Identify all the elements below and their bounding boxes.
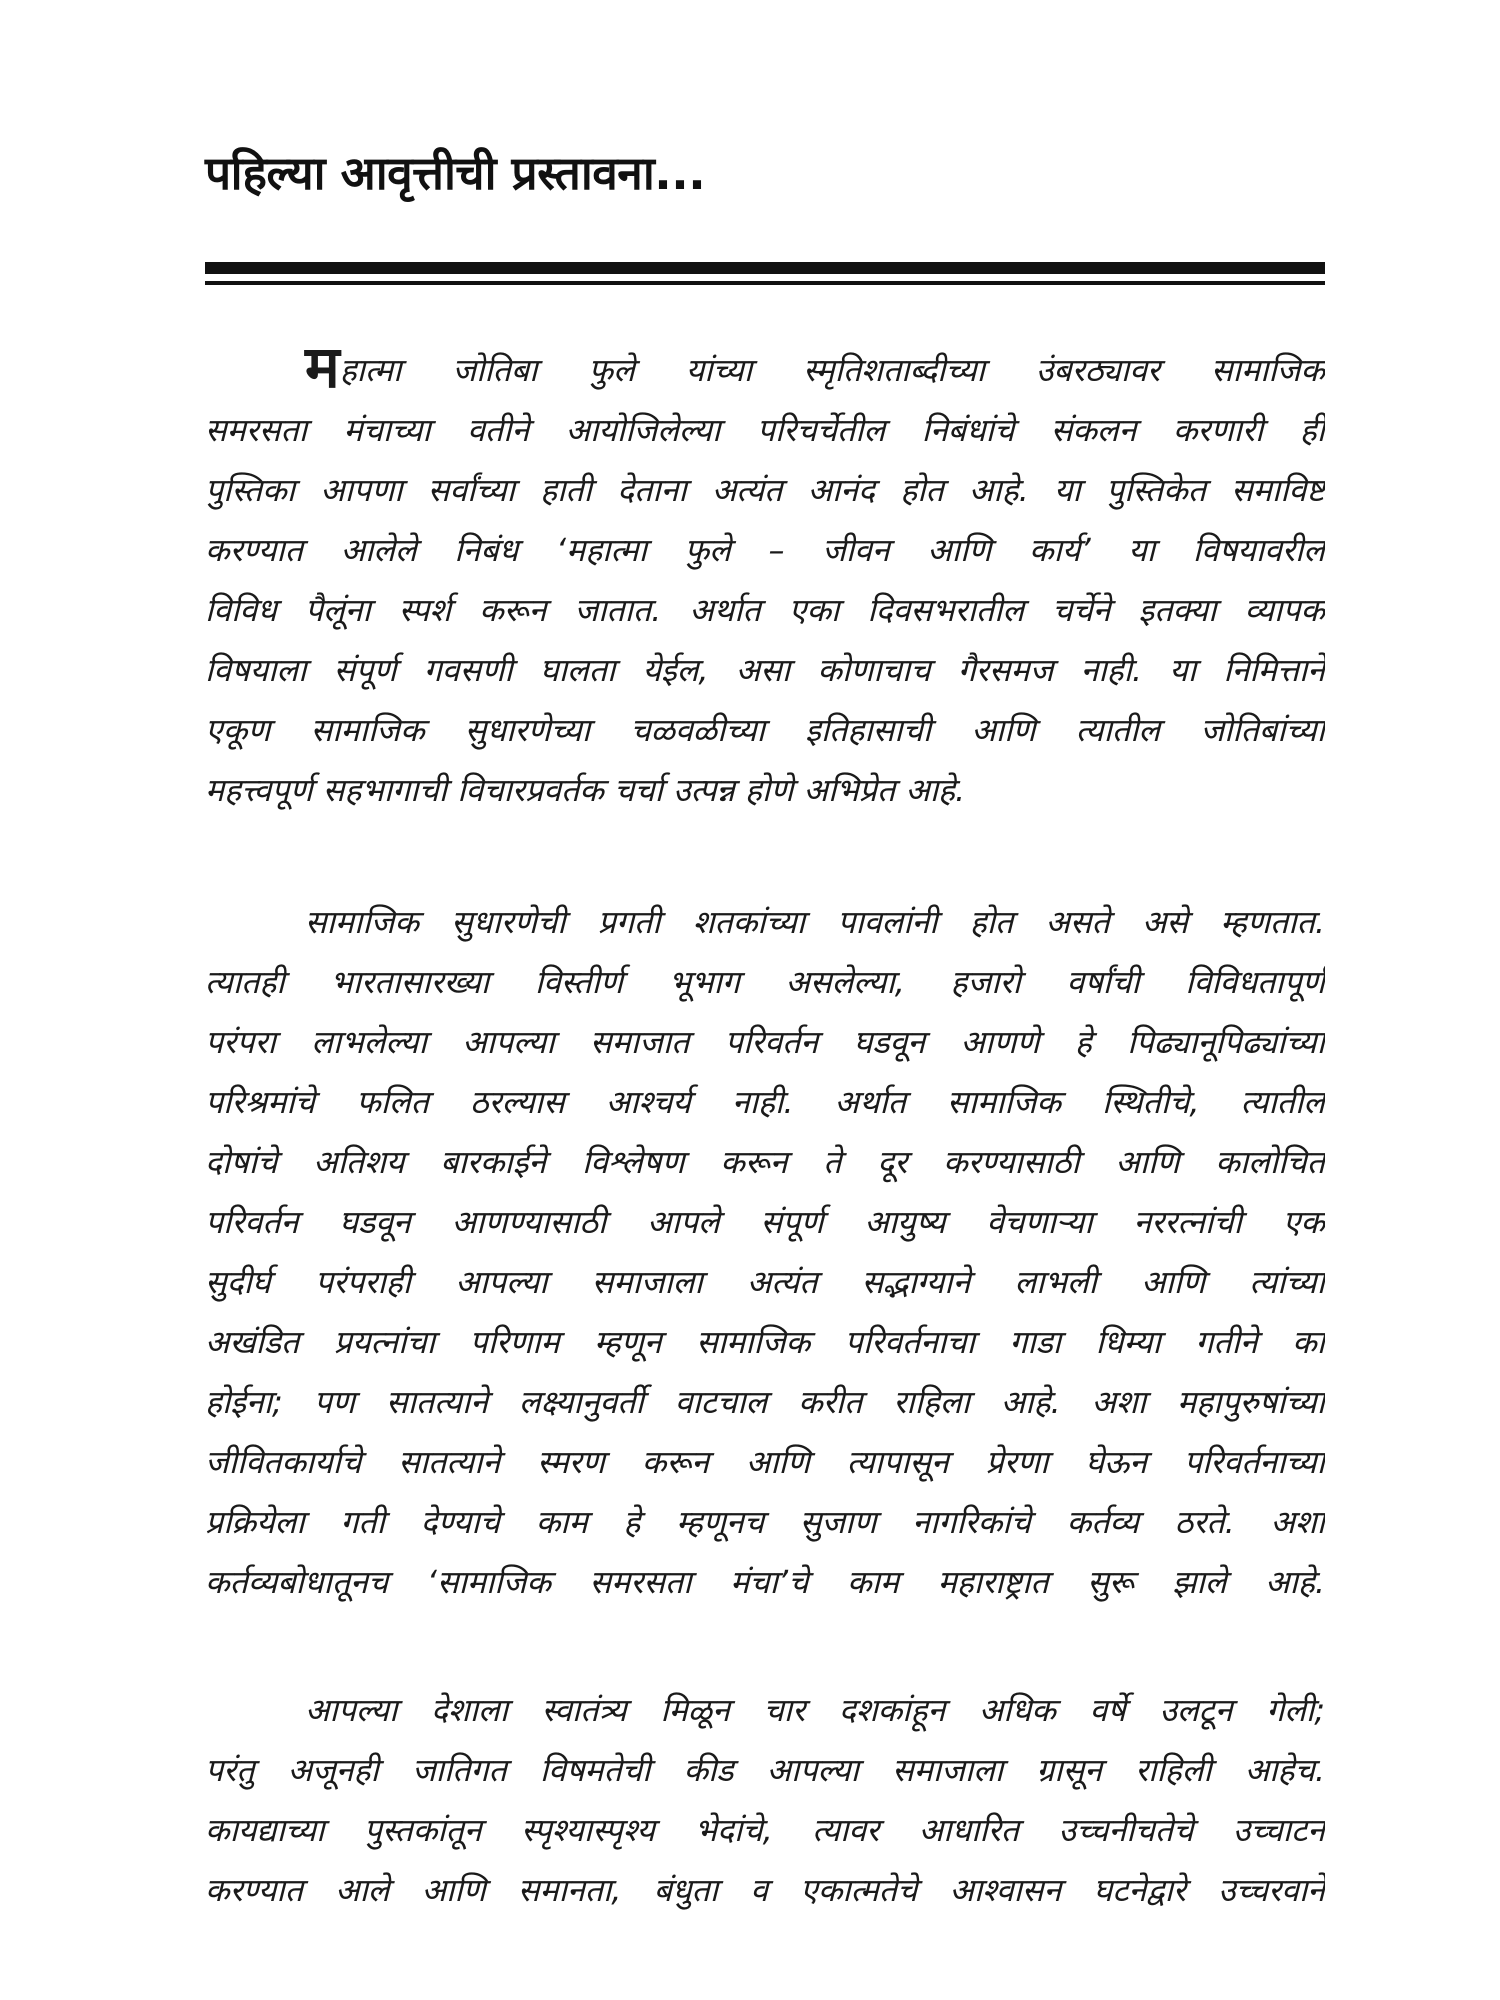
heading-rule-thin bbox=[205, 281, 1325, 285]
paragraph-line: महत्त्वपूर्ण सहभागाची विचारप्रवर्तक चर्चा उत्पन्न होणे अभिप्रेत आहे. bbox=[205, 771, 966, 809]
paragraph-line: करण्यात आले आणि समानता, बंधुता व एकात्मतेचे आश्वासन घटनेद्वारे उच्चरवाने bbox=[205, 1871, 1325, 1909]
paragraph-line: एकूण सामाजिक सुधारणेच्या चळवळीच्या इतिहासाची आणि त्यातील जोतिबांच्या bbox=[205, 711, 1325, 749]
paragraph-line: परंतु अजूनही जातिगत विषमतेची कीड आपल्या समाजाला ग्रासून राहिली आहेच. bbox=[205, 1751, 1325, 1789]
paragraph-line: पुस्तिका आपणा सर्वांच्या हाती देताना अत्यंत आनंद होत आहे. या पुस्तिकेत समाविष्ट bbox=[205, 471, 1325, 509]
paragraph-line: परिश्रमांचे फलित ठरल्यास आश्चर्य नाही. अर्थात सामाजिक स्थितीचे, त्यातील bbox=[205, 1083, 1325, 1121]
paragraph-line: महात्मा जोतिबा फुले यांच्या स्मृतिशताब्दीच्या उंबरठ्यावर सामाजिक bbox=[205, 340, 1325, 400]
paragraph-line: अखंडित प्रयत्नांचा परिणाम म्हणून सामाजिक परिवर्तनाचा गाडा धिम्या गतीने का bbox=[205, 1323, 1325, 1361]
paragraph-2 bbox=[205, 892, 1325, 1612]
paragraph-line: प्रक्रियेला गती देण्याचे काम हे म्हणूनच सुजाण नागरिकांचे कर्तव्य ठरते. अशा bbox=[205, 1503, 1325, 1541]
drop-cap: म bbox=[305, 340, 340, 400]
paragraph-line: सुदीर्घ परंपराही आपल्या समाजाला अत्यंत सद्भाग्याने लाभली आणि त्यांच्या bbox=[205, 1263, 1325, 1301]
heading-rule-thick bbox=[205, 262, 1325, 274]
paragraph-line: सामाजिक सुधारणेची प्रगती शतकांच्या पावलांनी होत असते असे म्हणतात. bbox=[305, 903, 1325, 941]
paragraph-line: करण्यात आलेले निबंध ‘महात्मा फुले – जीवन आणि कार्य’ या विषयावरील bbox=[205, 531, 1325, 569]
paragraph-line: कायद्याच्या पुस्तकांतून स्पृश्यास्पृश्य भेदांचे, त्यावर आधारित उच्चनीचतेचे उच्चाटन bbox=[205, 1811, 1325, 1849]
paragraph-line: विषयाला संपूर्ण गवसणी घालता येईल, असा कोणाचाच गैरसमज नाही. या निमित्ताने bbox=[205, 651, 1325, 689]
paragraph-line: कर्तव्यबोधातूनच ‘सामाजिक समरसता मंचा’चे काम महाराष्ट्रात सुरू झाले आहे. bbox=[205, 1563, 1325, 1601]
paragraph-line: आपल्या देशाला स्वातंत्र्य मिळून चार दशकांहून अधिक वर्षे उलटून गेली; bbox=[305, 1691, 1325, 1729]
page-title: पहिल्या आवृत्तीची प्रस्तावना... bbox=[205, 146, 706, 200]
paragraph-line: परिवर्तन घडवून आणण्यासाठी आपले संपूर्ण आयुष्य वेचणाऱ्या नररत्नांची एक bbox=[205, 1203, 1325, 1241]
paragraph-line: परंपरा लाभलेल्या आपल्या समाजात परिवर्तन घडवून आणणे हे पिढ्यानूपिढ्यांच्या bbox=[205, 1023, 1325, 1061]
paragraph-line: समरसता मंचाच्या वतीने आयोजिलेल्या परिचर्चेतील निबंधांचे संकलन करणारी ही bbox=[205, 411, 1325, 449]
paragraph-line: त्यातही भारतासारख्या विस्तीर्ण भूभाग असलेल्या, हजारो वर्षांची विविधतापूर्ण bbox=[205, 963, 1325, 1001]
paragraph-line: होईना; पण सातत्याने लक्ष्यानुवर्ती वाटचाल करीत राहिला आहे. अशा महापुरुषांच्या bbox=[205, 1383, 1325, 1421]
paragraph-line: विविध पैलूंना स्पर्श करून जातात. अर्थात एका दिवसभरातील चर्चेने इतक्या व्यापक bbox=[205, 591, 1325, 629]
paragraph-3 bbox=[205, 1680, 1325, 1920]
paragraph-1 bbox=[205, 340, 1325, 820]
paragraph-line: दोषांचे अतिशय बारकाईने विश्लेषण करून ते दूर करण्यासाठी आणि कालोचित bbox=[205, 1143, 1325, 1181]
paragraph-line: जीवितकार्याचे सातत्याने स्मरण करून आणि त्यापासून प्रेरणा घेऊन परिवर्तनाच्या bbox=[205, 1443, 1325, 1481]
